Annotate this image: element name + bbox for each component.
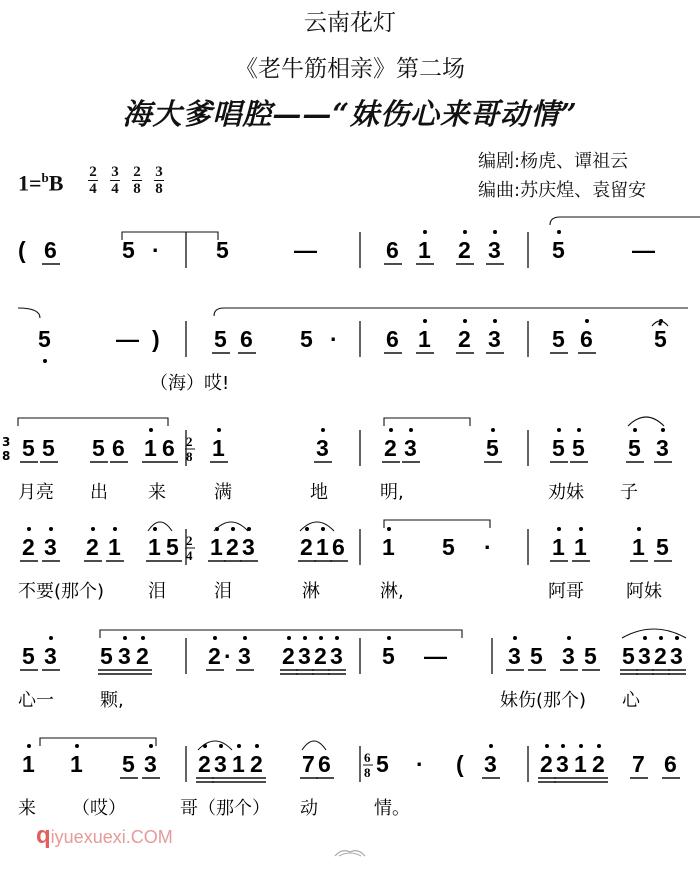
note: 3: [404, 435, 417, 461]
note: 1: [210, 534, 223, 560]
octave-dot-high: [243, 636, 247, 640]
slur-tie: [384, 418, 470, 426]
note: 3: [44, 643, 57, 669]
note: 3: [44, 534, 57, 560]
note: 5: [122, 237, 135, 263]
lyric-text: 阿妹: [626, 581, 662, 602]
note: ): [152, 326, 160, 352]
lyric-text: 哥（那个）: [180, 798, 270, 819]
octave-dot-high: [675, 636, 679, 640]
key-flat: b: [41, 170, 49, 185]
note: 2: [300, 534, 313, 560]
lyric-text: 地: [310, 482, 328, 503]
note: 6: [580, 326, 593, 352]
octave-dot-high: [305, 527, 309, 531]
note: 3: [488, 237, 501, 263]
lyricist-credit: 编剧:杨虎、谭祖云: [478, 151, 629, 172]
note: 3: [242, 534, 255, 560]
note: 1: [212, 435, 225, 461]
note: 3: [298, 643, 311, 669]
lyric-text: 不要(那个): [18, 581, 105, 602]
play-title: 《老牛筋相亲》第二场: [235, 56, 465, 82]
octave-dot-high: [237, 744, 241, 748]
lyric-text: 淋: [302, 581, 320, 602]
note: 3: [670, 643, 683, 669]
octave-dot-high: [153, 527, 157, 531]
octave-dot-high: [637, 527, 641, 531]
lyric-text: 动: [300, 798, 318, 819]
note: ·: [484, 534, 492, 560]
aria-title: 海大爹唱腔——“妹伤心来哥动情”: [122, 97, 578, 131]
note: 5: [100, 643, 113, 669]
note: 1: [574, 751, 587, 777]
lyric-text: （哎）: [72, 798, 126, 819]
note: 2: [458, 326, 471, 352]
octave-dot-high: [409, 428, 413, 432]
note: 2: [198, 751, 211, 777]
note: 2: [86, 534, 99, 560]
octave-dot-low: [43, 359, 47, 363]
slur-tie: [302, 741, 326, 750]
key-tonic: B: [48, 170, 64, 196]
note: 6: [386, 237, 399, 263]
note: 2: [458, 237, 471, 263]
note: 1: [148, 534, 161, 560]
note: 2: [282, 643, 295, 669]
note: 5: [42, 435, 55, 461]
note: 6: [332, 534, 345, 560]
note: 2: [136, 643, 149, 669]
inline-meter-den: 8: [2, 449, 11, 463]
note: 3: [562, 643, 575, 669]
lyric-text: 阿哥: [548, 581, 584, 602]
octave-dot-high: [141, 636, 145, 640]
octave-dot-high: [27, 527, 31, 531]
octave-dot-high: [387, 527, 391, 531]
note: 1: [108, 534, 121, 560]
slur-tie: [148, 522, 172, 531]
note: 3: [330, 643, 343, 669]
lyric-text: 月亮: [18, 482, 54, 503]
lyric-text: 心一: [18, 690, 54, 711]
note: 2: [654, 643, 667, 669]
octave-dot-high: [213, 636, 217, 640]
octave-dot-high: [463, 319, 467, 323]
note: 3: [656, 435, 669, 461]
note: 1: [22, 751, 35, 777]
note: —: [424, 643, 447, 669]
note: 5: [38, 326, 51, 352]
octave-dot-high: [149, 744, 153, 748]
note: 5: [656, 534, 669, 560]
slur-tie: [214, 522, 248, 531]
slur-tie: [214, 308, 688, 316]
octave-dot-high: [27, 744, 31, 748]
note: 1: [382, 534, 395, 560]
lyric-text: 情。: [374, 798, 410, 819]
note: 5: [552, 237, 565, 263]
note: 3: [508, 643, 521, 669]
note: 1: [144, 435, 157, 461]
slur-tie: [40, 738, 156, 746]
note: 6: [240, 326, 253, 352]
octave-dot-high: [113, 527, 117, 531]
note: 3: [638, 643, 651, 669]
note: (: [18, 237, 26, 263]
octave-dot-high: [389, 428, 393, 432]
octave-dot-high: [423, 230, 427, 234]
octave-dot-high: [463, 230, 467, 234]
lyric-text: 来: [148, 482, 166, 503]
octave-dot-high: [321, 527, 325, 531]
octave-dot-high: [303, 636, 307, 640]
inline-meter-den: 8: [186, 449, 193, 464]
note: 5: [216, 237, 229, 263]
note: 5: [22, 435, 35, 461]
octave-dot-high: [661, 428, 665, 432]
note: 3: [556, 751, 569, 777]
note: 5: [530, 643, 543, 669]
slur-tie: [300, 522, 334, 531]
octave-dot-high: [577, 428, 581, 432]
note: 3: [484, 751, 497, 777]
lyric-text: 泪: [214, 581, 232, 602]
inline-meter-num: 2: [186, 533, 193, 548]
note: 2: [250, 751, 263, 777]
watermark: qiyuexuexi.COM: [36, 822, 173, 849]
inline-meter-num: 3: [2, 435, 11, 449]
note: 5: [654, 326, 667, 352]
note: 2: [314, 643, 327, 669]
octave-dot-high: [91, 527, 95, 531]
octave-dot-high: [493, 319, 497, 323]
note: 3: [316, 435, 329, 461]
note: 1: [316, 534, 329, 560]
octave-dot-high: [557, 527, 561, 531]
octave-dot-high: [217, 428, 221, 432]
note: 5: [442, 534, 455, 560]
slur-tie: [384, 520, 490, 528]
octave-dot-high: [579, 744, 583, 748]
octave-dot-high: [489, 744, 493, 748]
note: 5: [552, 435, 565, 461]
octave-dot-high: [545, 744, 549, 748]
note: —: [294, 237, 317, 263]
lyric-text: 出: [90, 482, 108, 503]
fermata-dot: [658, 322, 661, 325]
note: 2: [22, 534, 35, 560]
note: 2: [384, 435, 397, 461]
lyric-text: （海）哎!: [150, 373, 230, 394]
note: 6: [318, 751, 331, 777]
slur-tie: [628, 417, 664, 426]
meter-1: $\frac{2}{4}$: [89, 164, 97, 197]
octave-dot-high: [255, 744, 259, 748]
note: 5: [486, 435, 499, 461]
note: 1: [552, 534, 565, 560]
octave-dot-high: [513, 636, 517, 640]
note: 3: [144, 751, 157, 777]
note: 5: [300, 326, 313, 352]
lyric-text: 劝妹: [548, 482, 584, 503]
octave-dot-high: [123, 636, 127, 640]
octave-dot-high: [49, 636, 53, 640]
genre-title: 云南花灯: [304, 10, 396, 36]
octave-dot-high: [231, 527, 235, 531]
note: 2: [540, 751, 553, 777]
octave-dot-high: [219, 744, 223, 748]
note: 3: [488, 326, 501, 352]
note: 1: [418, 326, 431, 352]
octave-dot-high: [287, 636, 291, 640]
note: 1: [574, 534, 587, 560]
slur-tie: [122, 232, 218, 240]
note: (: [456, 751, 464, 777]
octave-dot-high: [567, 636, 571, 640]
octave-dot-high: [597, 744, 601, 748]
note: 7: [302, 751, 315, 777]
note: 7: [632, 751, 645, 777]
note: 5: [92, 435, 105, 461]
note: 6: [162, 435, 175, 461]
octave-dot-high: [387, 636, 391, 640]
note: 3: [118, 643, 131, 669]
octave-dot-high: [423, 319, 427, 323]
octave-dot-high: [633, 428, 637, 432]
octave-dot-high: [491, 428, 495, 432]
note: 6: [44, 237, 57, 263]
octave-dot-high: [585, 319, 589, 323]
inline-meter-den: 8: [364, 765, 371, 780]
octave-dot-high: [561, 744, 565, 748]
octave-dot-high: [321, 428, 325, 432]
lyric-text: 满: [214, 482, 232, 503]
note: —: [116, 326, 139, 352]
octave-dot-high: [319, 636, 323, 640]
slur-tie: [18, 418, 168, 426]
note: 1: [232, 751, 245, 777]
inline-meter-num: 2: [186, 434, 193, 449]
note: —: [632, 237, 655, 263]
meter-2: $\frac{3}{4}$: [111, 164, 119, 197]
note: 2: [208, 643, 221, 669]
lyric-text: 明,: [380, 482, 404, 503]
meter-3: $\frac{2}{8}$: [133, 164, 141, 197]
note: ·: [224, 643, 232, 669]
octave-dot-high: [659, 636, 663, 640]
octave-dot-high: [335, 636, 339, 640]
note: 5: [166, 534, 179, 560]
octave-dot-high: [49, 527, 53, 531]
lyric-text: 泪: [148, 581, 166, 602]
note: 5: [584, 643, 597, 669]
note: 5: [552, 326, 565, 352]
note: 5: [628, 435, 641, 461]
slur-tie: [198, 741, 232, 750]
note: ·: [152, 237, 160, 263]
note: ·: [330, 326, 338, 352]
note: 5: [22, 643, 35, 669]
note: 3: [214, 751, 227, 777]
note: 3: [238, 643, 251, 669]
octave-dot-high: [493, 230, 497, 234]
composer-credit: 编曲:苏庆煌、袁留安: [478, 180, 647, 201]
ornament-icon: [333, 846, 367, 858]
note: ·: [416, 751, 424, 777]
note: 5: [122, 751, 135, 777]
note: 1: [70, 751, 83, 777]
note: 6: [664, 751, 677, 777]
octave-dot-high: [75, 744, 79, 748]
lyric-text: 心: [622, 690, 640, 711]
meter-4: $\frac{3}{8}$: [155, 164, 163, 197]
octave-dot-high: [557, 230, 561, 234]
note: 5: [622, 643, 635, 669]
note: 1: [418, 237, 431, 263]
key-prefix: 1=: [18, 170, 42, 196]
inline-meter-den: 4: [186, 548, 193, 563]
lyric-text: 妹伤(那个): [500, 690, 587, 711]
slur-tie: [550, 217, 700, 225]
lyric-text: 淋,: [380, 581, 404, 602]
lyric-text: 来: [18, 798, 36, 819]
slur-tie: [100, 630, 462, 638]
slur-tie: [18, 308, 40, 318]
note: 2: [592, 751, 605, 777]
note: 5: [572, 435, 585, 461]
lyric-text: 颗,: [100, 690, 124, 711]
note: 5: [214, 326, 227, 352]
note: 1: [632, 534, 645, 560]
note: 5: [382, 643, 395, 669]
note: 2: [226, 534, 239, 560]
octave-dot-high: [643, 636, 647, 640]
octave-dot-high: [149, 428, 153, 432]
lyric-text: 子: [620, 482, 638, 503]
note: 6: [386, 326, 399, 352]
note: 6: [112, 435, 125, 461]
note: 5: [376, 751, 389, 777]
octave-dot-high: [579, 527, 583, 531]
octave-dot-high: [557, 428, 561, 432]
inline-meter-num: 6: [364, 750, 371, 765]
